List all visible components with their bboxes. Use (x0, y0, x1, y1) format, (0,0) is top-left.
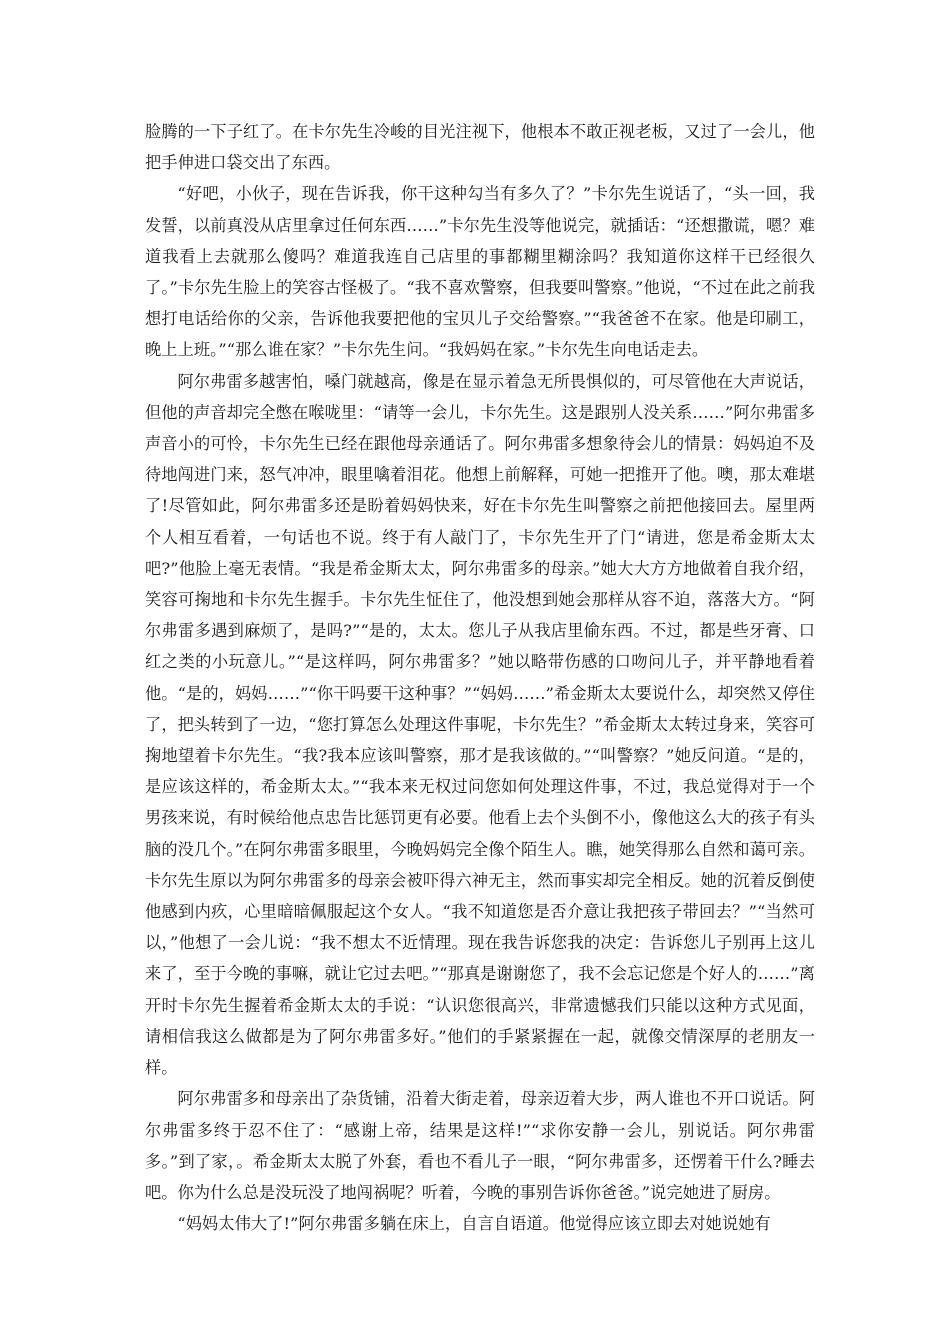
paragraph-2: “好吧，小伙子，现在告诉我，你干这种勾当有多久了？”卡尔先生说话了，“头一回，我发誓，以前真没从店里拿过任何东西……”卡尔先生没等他说完，就插话：“还想撒谎，嗯？难道我看上去就那么傻吗？难道我连自己店里的事都糊里糊涂吗？我知道你这样干已经很久了。”卡尔先生脸上的笑容古怪极了。“我不喜欢警察，但我要叫警察。”他说，“不过在此之前我想打电话给你的父亲，告诉他我要把他的宝贝儿子交给警察。”“我爸爸不在家。他是印刷工，晚上上班。”“那么谁在家？”卡尔先生问。“我妈妈在家。”卡尔先生向电话走去。 (145, 184, 815, 360)
paragraph-1: 脸腾的一下子红了。在卡尔先生冷峻的目光注视下，他根本不敢正视老板，又过了一会儿，他把手伸进口袋交出了东西。 (145, 122, 815, 173)
paragraph-5: “妈妈太伟大了!”阿尔弗雷多躺在床上，自言自语道。他觉得应该立即去对她说她有 (177, 1214, 771, 1234)
paragraph-4: 阿尔弗雷多和母亲出了杂货铺，沿着大街走着，母亲迈着大步，两人谁也不开口说话。阿尔弗雷多终于忍不住了：“感谢上帝，结果是这样!”“求你安静一会儿，别说话。阿尔弗雷多。”到了家，。希金斯太太脱了外套，看也不看儿子一眼，“阿尔弗雷多，还愣着干什么?睡去吧。你为什么总是没玩没了地闯祸呢？听着，今晚的事别告诉你爸爸。”说完她进了厨房。 (145, 1089, 815, 1202)
document-body (145, 116, 815, 1239)
paragraph-3: 阿尔弗雷多越害怕，嗓门就越高，像是在显示着急无所畏惧似的，可尽管他在大声说话，但他的声音却完全憋在喉咙里：“请等一会儿，卡尔先生。这是跟别人没关系……”阿尔弗雷多声音小的可怜，卡尔先生已经在跟他母亲通话了。阿尔弗雷多想象待会儿的情景：妈妈迫不及待地闯进门来，怒气冲冲，眼里噙着泪花。他想上前解释，可她一把推开了他。噢，那太难堪了!尽管如此，阿尔弗雷多还是盼着妈妈快来，好在卡尔先生叫警察之前把他接回去。屋里两个人相互看着，一句话也不说。终于有人敲门了，卡尔先生开了门“请进，您是希金斯太太吧?”他脸上毫无表情。“我是希金斯太太，阿尔弗雷多的母亲。”她大大方方地做着自我介绍，笑容可掬地和卡尔先生握手。卡尔先生怔住了，他没想到她会那样从容不迫，落落大方。“阿尔弗雷多遇到麻烦了，是吗?”“是的，太太。您儿子从我店里偷东西。不过，都是些牙膏、口红之类的小玩意儿。”“是这样吗，阿尔弗雷多？”她以略带伤感的口吻问儿子，并平静地看着他。“是的，妈妈……”“你干吗要干这种事？”“妈妈……”希金斯太太要说什么，却突然又停住了，把头转到了一边，“您打算怎么处理这件事呢，卡尔先生？”希金斯太太转过身来，笑容可掬地望着卡尔先生。“我?我本应该叫警察，那才是我该做的。”“叫警察？”她反问道。“是的，是应该这样的，希金斯太太。”“我本来无权过问您如何处理这件事，不过，我总觉得对于一个男孩来说，有时候给他点忠告比惩罚更有必要。他看上去个头倒不小，像他这么大的孩子有头脑的没几个。”在阿尔弗雷多眼里，今晚妈妈完全像个陌生人。瞧，她笑得那么自然和蔼可亲。卡尔先生原以为阿尔弗雷多的母亲会被吓得六神无主，然而事实却完全相反。她的沉着反倒使他感到内疚，心里暗暗佩服起这个女人。“我不知道您是否介意让我把孩子带回去？”“当然可以，”他想了一会儿说：“我不想太不近情理。现在我告诉您我的决定：告诉您儿子别再上这儿来了，至于今晚的事嘛，就让它过去吧。”“那真是谢谢您了，我不会忘记您是个好人的……”离开时卡尔先生握着希金斯太太的手说：“认识您很高兴，非常遗憾我们只能以这种方式见面，请相信我这么做都是为了阿尔弗雷多好。”他们的手紧紧握在一起，就像交情深厚的老朋友一样。 (145, 371, 815, 1078)
